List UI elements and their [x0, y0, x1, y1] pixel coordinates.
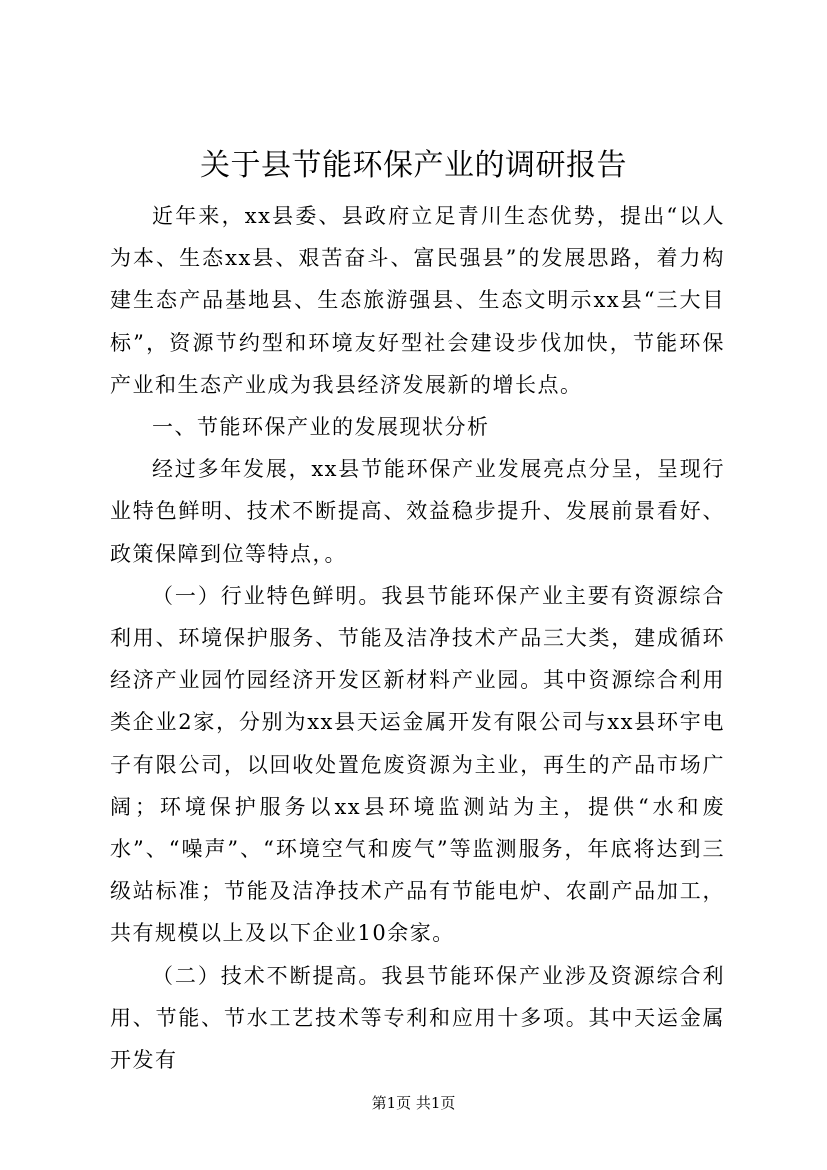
page-footer: 第1页 共1页: [371, 1094, 456, 1112]
section-heading: 一、节能环保产业的发展现状分析: [152, 415, 490, 440]
paragraph-overview: 经过多年发展，xx县节能环保产业发展亮点分呈，呈现行业特色鲜明、技术不断提高、效益稳步提升、发展前景看好、政策保障到位等特点，。: [110, 457, 725, 566]
paragraph-intro: 近年来，xx县委、县政府立足青川生态优势，提出“以人为本、生态xx县、艰苦奋斗、富民强县”的发展思路，着力构建生态产品基地县、生态旅游强县、生态文明示xx县“三大目标”，资源节约型和环境友好型社会建设步伐加快，节能环保产业和生态产业成为我县经济发展新的增长点。: [110, 204, 725, 397]
document-body: [110, 195, 725, 1081]
document-title: 关于县节能环保产业的调研报告: [200, 148, 627, 183]
paragraph-industry-features: （一）行业特色鲜明。我县节能环保产业主要有资源综合利用、环境保护服务、节能及洁净技术产品三大类，建成循环经济产业园竹园经济开发区新材料产业园。其中资源综合利用类企业2家，分别为xx县天运金属开发有限公司与xx县环宇电子有限公司，以回收处置危废资源为主业，再生的产品市场广阔；环境保护服务以xx县环境监测站为主，提供“水和废水”、“噪声”、“环境空气和废气”等监测服务，年底将达到三级站标准；节能及洁净技术产品有节能电炉、农副产品加工，共有规模以上及以下企业10余家。: [110, 583, 725, 946]
paragraph-technology: （二）技术不断提高。我县节能环保产业涉及资源综合利用、节能、节水工艺技术等专利和应用十多项。其中天运金属开发有: [110, 963, 725, 1073]
